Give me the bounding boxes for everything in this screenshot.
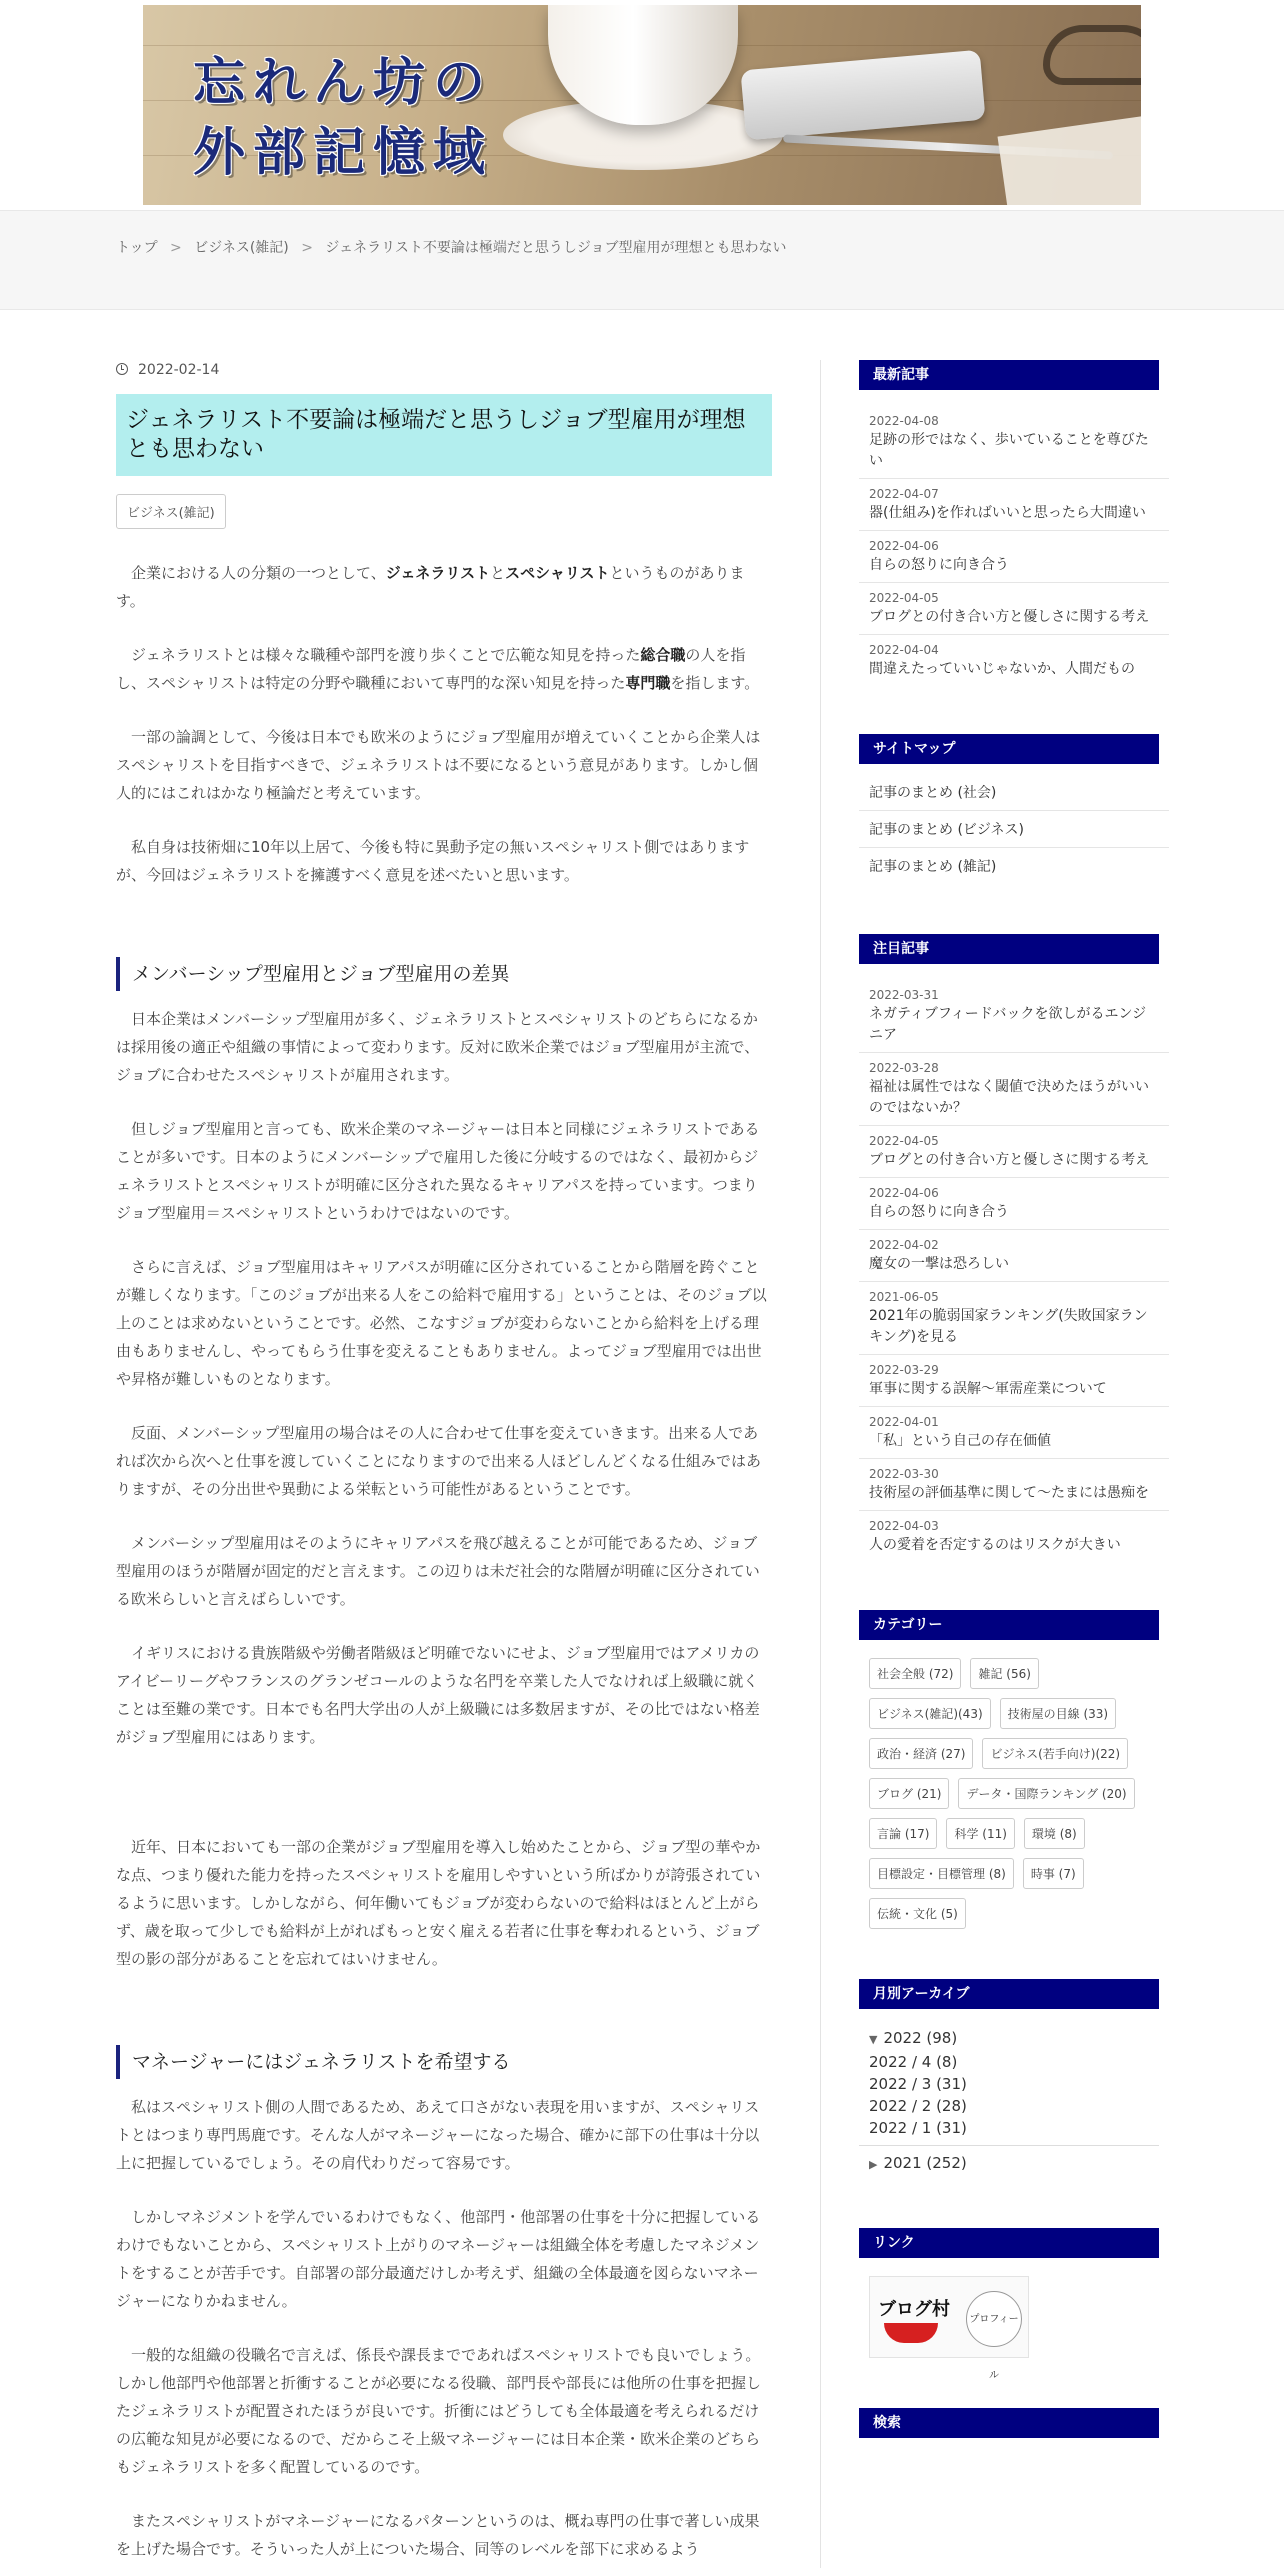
- article-paragraph: 反面、メンバーシップ型雇用の場合はその人に合わせて仕事を変えていきます。出来る人であれば次から次へと仕事を渡していくことになりますので出来る人ほどしんどくなる仕組みではありますが、その分出世や異動による栄転という可能性があるということです。: [116, 1424, 762, 1498]
- item-date: 2022-03-31: [869, 988, 939, 1002]
- latest-list: [859, 406, 1169, 686]
- breadcrumb-current: ジェネラリスト不要論は極端だと思うしジョブ型雇用が理想とも思わない: [325, 240, 787, 256]
- item-date: 2022-04-05: [869, 591, 939, 605]
- sitemap-item[interactable]: 記事のまとめ (ビジネス): [859, 811, 1169, 848]
- item-link[interactable]: 技術屋の評価基準に関して～たまには愚痴を: [869, 1485, 1149, 1501]
- breadcrumb-home[interactable]: トップ: [116, 240, 158, 256]
- archive-year[interactable]: [859, 2027, 1169, 2051]
- profile-badge[interactable]: プロフィール: [966, 2291, 1022, 2347]
- banner-phone: [740, 50, 985, 141]
- widget-title-sitemap: サイトマップ: [859, 734, 1159, 764]
- widget-title-featured: 注目記事: [859, 934, 1159, 964]
- article-paragraph: ジェネラリストとは様々な職種や部門を渡り歩くことで広範な知見を持った総合職の人を指し、スペシャリストは特定の分野や職種において専門的な深い知見を持った専門職を指します。: [116, 646, 760, 692]
- item-date: 2022-03-30: [869, 1467, 939, 1481]
- latest-item[interactable]: [859, 406, 1169, 479]
- article-paragraph: メンバーシップ型雇用はそのようにキャリアパスを飛び越えることが可能であるため、ジョブ型雇用のほうが階層が固定的だと言えます。この辺りは未だ社会的な階層が明確に区分されている欧米らしいと言えばらしいです。: [116, 1534, 760, 1608]
- article-main: [116, 360, 772, 2563]
- featured-item[interactable]: [859, 1230, 1169, 1282]
- article-paragraph: 一般的な組織の役職名で言えば、係長や課長までであればスペシャリストでも良いでしょう。しかし他部門や他部署と折衝することが必要になる役職、部門長や部長には他所の仕事を把握したジェネラリストが配置されたほうが良いです。折衝にはどうしても全体最適を考えられるだけの広範な知見が必要になるので、だからこそ上級マネージャーには日本企業・欧米企業のどちらもジェネラリストを多く配置しているのです。: [116, 2346, 762, 2476]
- widget-title-search: 検索: [859, 2408, 1159, 2438]
- article-paragraph: しかしマネジメントを学んでいるわけでもなく、他部門・他部署の仕事を十分に把握しているわけでもないことから、スペシャリスト上がりのマネージャーは組織全体を考慮したマネジメントをすることが苦手です。自部署の部分最適だけしか考えず、組織の全体最適を図らないマネージャーになりかねません。: [116, 2208, 761, 2310]
- item-date: 2022-04-03: [869, 1519, 939, 1533]
- featured-item[interactable]: [859, 1282, 1169, 1355]
- expand-arrow-icon[interactable]: ▶: [869, 2158, 878, 2171]
- item-date: 2022-04-05: [869, 1134, 939, 1148]
- breadcrumb-bar: [0, 210, 1284, 310]
- archive-year[interactable]: [859, 2152, 1169, 2176]
- collapse-arrow-icon[interactable]: ▼: [869, 2033, 878, 2046]
- header-banner[interactable]: [143, 5, 1141, 205]
- category-tag[interactable]: 技術屋の目線 (33): [1000, 1698, 1116, 1729]
- site-title-line1: 忘れん坊の: [193, 52, 494, 113]
- site-header: [0, 0, 1284, 210]
- article-paragraph: 日本企業はメンバーシップ型雇用が多く、ジェネラリストとスペシャリストのどちらになるかは採用後の適正や組織の事情によって変わります。反対に欧米企業ではジョブ型雇用が主流で、ジョブに合わせたスペシャリストが雇用されます。: [116, 1010, 760, 1084]
- item-date: 2022-04-02: [869, 1238, 939, 1252]
- latest-item[interactable]: [859, 531, 1169, 583]
- category-tag[interactable]: 政治・経済 (27): [869, 1738, 973, 1769]
- widget-title-latest: 最新記事: [859, 360, 1159, 390]
- category-tag[interactable]: ビジネス(若手向け)(22): [982, 1738, 1128, 1769]
- item-link[interactable]: 自らの怒りに向き合う: [869, 557, 1009, 573]
- category-tag[interactable]: ビジネス(雑記)(43): [869, 1698, 991, 1729]
- item-date: 2022-04-07: [869, 487, 939, 501]
- widget-title-archive: 月別アーカイブ: [859, 1979, 1159, 2009]
- article-paragraph: 私はスペシャリスト側の人間であるため、あえて口さがない表現を用いますが、スペシャリストとはつまり専門馬鹿です。そんな人がマネージャーになった場合、確かに部下の仕事は十分以上に把握しているでしょう。その肩代わりだって容易です。: [116, 2098, 760, 2172]
- archive-month[interactable]: 2022 / 4 (8): [869, 2053, 958, 2071]
- category-tag[interactable]: 社会全般 (72): [869, 1658, 961, 1689]
- item-link[interactable]: ネガティブフィードバックを欲しがるエンジニア: [869, 1006, 1147, 1043]
- item-link[interactable]: 魔女の一撃は恐ろしい: [869, 1256, 1009, 1272]
- column-divider: [820, 360, 821, 2568]
- item-link[interactable]: ブログとの付き合い方と優しさに関する考え: [869, 1152, 1150, 1168]
- featured-item[interactable]: [859, 1355, 1169, 1407]
- article-paragraph: またスペシャリストがマネージャーになるパターンというのは、概ね専門の仕事で著しい成果を上げた場合です。そういった人が上についた場合、同等のレベルを部下に求めるよう: [116, 2512, 760, 2558]
- item-link[interactable]: 軍事に関する誤解～軍需産業について: [869, 1381, 1107, 1397]
- sitemap-item[interactable]: 記事のまとめ (社会): [859, 774, 1169, 811]
- category-tag[interactable]: 目標設定・目標管理 (8): [869, 1858, 1014, 1889]
- featured-item[interactable]: [859, 1126, 1169, 1178]
- item-link[interactable]: ブログとの付き合い方と優しさに関する考え: [869, 609, 1150, 625]
- category-tag[interactable]: 雑記 (56): [970, 1658, 1038, 1689]
- category-tags: [859, 1658, 1159, 1929]
- breadcrumb-category[interactable]: ビジネス(雑記): [194, 240, 289, 256]
- section-heading: マネージャーにはジェネラリストを希望する: [116, 2045, 772, 2079]
- article-paragraph: さらに言えば、ジョブ型雇用はキャリアパスが明確に区分されていることから階層を跨ぐことが難しくなります。「このジョブが出来る人をこの給料で雇用する」ということは、そのジョブ以上のことは求めないということです。必然、こなすジョブが変わらないことから給料を上げる理由もありませんし、やってもらう仕事を変えることもありません。よってジョブ型雇用では出世や昇格が難しいものとなります。: [116, 1258, 767, 1388]
- article-title: ジェネラリスト不要論は極端だと思うしジョブ型雇用が理想とも思わない: [116, 394, 772, 476]
- item-link[interactable]: 2021年の脆弱国家ランキング(失敗国家ランキング)を見る: [869, 1308, 1148, 1345]
- category-tag[interactable]: ブログ (21): [869, 1778, 949, 1809]
- article-category-tag[interactable]: ビジネス(雑記): [116, 494, 226, 529]
- item-date: 2022-03-28: [869, 1061, 939, 1075]
- item-link[interactable]: 人の愛着を否定するのはリスクが大きい: [869, 1537, 1121, 1553]
- breadcrumb: [116, 237, 795, 257]
- item-date: 2022-04-01: [869, 1415, 939, 1429]
- item-link[interactable]: 足跡の形ではなく、歩いていることを尊びたい: [869, 432, 1149, 469]
- item-link[interactable]: 福祉は属性ではなく閾値で決めたほうがいいのではないか？: [869, 1079, 1149, 1116]
- category-tag[interactable]: 科学 (11): [946, 1818, 1014, 1849]
- item-link[interactable]: 間違えたっていいじゃないか、人間だもの: [869, 661, 1135, 677]
- section-heading: メンバーシップ型雇用とジョブ型雇用の差異: [116, 957, 772, 991]
- article-paragraph: 近年、日本においても一部の企業がジョブ型雇用を導入し始めたことから、ジョブ型の華やかな点、つまり優れた能力を持ったスペシャリストを雇用しやすいという所ばかりが誇張されているように思います。しかしながら、何年働いてもジョブが変わらないので給料はほとんど上がらず、歳を取って少しでも給料が上がればもっと安く雇える若者に仕事を奪われるという、ジョブ型の影の部分があることを忘れてはいけません。: [116, 1838, 761, 1968]
- category-tag[interactable]: 伝統・文化 (5): [869, 1898, 966, 1929]
- category-tag[interactable]: 言論 (17): [869, 1818, 937, 1849]
- latest-item[interactable]: [859, 479, 1169, 531]
- archive-year-label[interactable]: 2021 (252): [883, 2154, 967, 2172]
- category-tag[interactable]: データ・国際ランキング (20): [958, 1778, 1134, 1809]
- article-date-text: 2022-02-14: [138, 362, 220, 378]
- blogmura-logo-accent: [884, 2323, 938, 2343]
- item-date: 2022-04-06: [869, 1186, 939, 1200]
- article-paragraph: 私自身は技術畑に10年以上居て、今後も特に異動予定の無いスペシャリスト側ではありますが、今回はジェネラリストを擁護すべく意見を述べたいと思います。: [116, 838, 750, 884]
- featured-item[interactable]: [859, 1053, 1169, 1126]
- clock-icon: [116, 363, 128, 375]
- item-link[interactable]: 自らの怒りに向き合う: [869, 1204, 1009, 1220]
- item-date: 2022-04-06: [869, 539, 939, 553]
- featured-item[interactable]: [859, 1511, 1169, 1562]
- widget-title-links: リンク: [859, 2228, 1159, 2258]
- featured-list: [859, 980, 1169, 1562]
- link-banner[interactable]: [869, 2276, 1029, 2381]
- archive-year-label[interactable]: 2022 (98): [883, 2029, 958, 2047]
- featured-item[interactable]: [859, 1459, 1169, 1511]
- banner-glasses: [1043, 25, 1141, 85]
- archive-month[interactable]: 2022 / 2 (28): [869, 2097, 967, 2115]
- item-date: 2022-03-29: [869, 1363, 939, 1377]
- article-paragraph: 但しジョブ型雇用と言っても、欧米企業のマネージャーは日本と同様にジェネラリストであることが多いです。日本のようにメンバーシップで雇用した後に分岐するのではなく、最初からジェネラリストとスペシャリストが明確に区分された異なるキャリアパスを持っています。つまりジョブ型雇用＝スペシャリストというわけではないのです。: [116, 1120, 760, 1222]
- featured-item[interactable]: [859, 1407, 1169, 1459]
- sitemap-list: [859, 774, 1169, 884]
- widget-title-category: カテゴリー: [859, 1610, 1159, 1640]
- article-paragraph: 一部の論調として、今後は日本でも欧米のようにジョブ型雇用が増えていくことから企業人はスペシャリストを目指すべきで、ジェネラリストは不要になるという意見があります。しかし個人的にはこれはかなり極論だと考えています。: [116, 728, 761, 802]
- item-link[interactable]: 「私」という自己の存在価値: [869, 1433, 1051, 1449]
- item-date: 2022-04-08: [869, 414, 939, 428]
- article-paragraph: 企業における人の分類の一つとして、ジェネラリストとスペシャリストというものがあります。: [116, 564, 745, 610]
- article-paragraph: イギリスにおける貴族階級や労働者階級ほど明確でないにせよ、ジョブ型雇用ではアメリカのアイビーリーグやフランスのグランゼコールのような名門を卒業した人でなければ上級職に就くことは至難の業です。日本でも名門大学出の人が上級職には多数居ますが、その比ではない格差がジョブ型雇用にはあります。: [116, 1644, 760, 1746]
- item-link[interactable]: 器(仕組み)を作ればいいと思ったら大間違い: [869, 505, 1146, 521]
- article-date: [116, 360, 772, 380]
- item-date: 2022-04-04: [869, 643, 939, 657]
- archive-month[interactable]: 2022 / 3 (31): [869, 2075, 967, 2093]
- breadcrumb-separator: >: [170, 240, 182, 256]
- category-tag[interactable]: 環境 (8): [1024, 1818, 1085, 1849]
- latest-item[interactable]: [859, 583, 1169, 635]
- banner-paper: [998, 114, 1141, 205]
- sitemap-item[interactable]: 記事のまとめ (雑記): [869, 859, 997, 875]
- archive-month[interactable]: 2022 / 1 (31): [869, 2119, 967, 2137]
- category-tag[interactable]: 時事 (7): [1023, 1858, 1084, 1889]
- blogmura-logo[interactable]: ブログ村: [878, 2299, 950, 2320]
- archive-list: [859, 2027, 1169, 2176]
- featured-item[interactable]: [859, 1178, 1169, 1230]
- archive-divider: [859, 2145, 1159, 2146]
- sidebar: [859, 360, 1169, 2438]
- site-title-line2: 外部記憶域: [193, 122, 494, 183]
- latest-item[interactable]: [859, 635, 1169, 686]
- featured-item[interactable]: [859, 980, 1169, 1053]
- item-date: 2021-06-05: [869, 1290, 939, 1304]
- breadcrumb-separator: >: [301, 240, 313, 256]
